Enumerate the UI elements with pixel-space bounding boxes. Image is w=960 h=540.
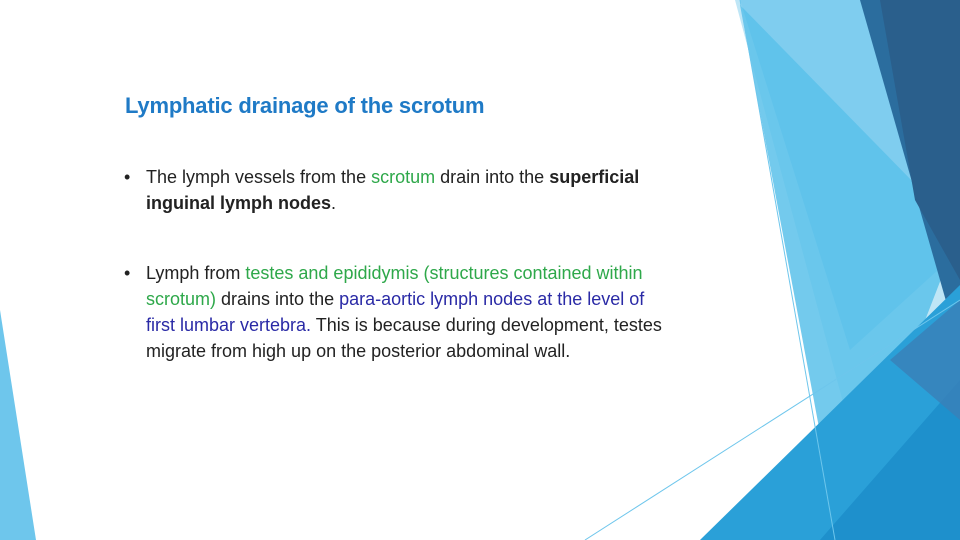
slide-title: Lymphatic drainage of the scrotum: [125, 93, 485, 118]
left-accent-shape: [0, 310, 36, 540]
text-segment: The lymph vessels from the: [146, 167, 372, 187]
highlight-testes-epididymis: testes and epididymis (structures contained within scrotum): [146, 263, 643, 309]
text-segment: drain into the: [435, 167, 550, 187]
bullet-item: [124, 260, 664, 364]
highlight-scrotum: scrotum: [371, 167, 436, 187]
text-segment: This is because during development, testes migrate from high up on the posterior abdominal wall.: [146, 315, 662, 361]
bullet-marker: •: [124, 167, 131, 187]
bullet-item: [124, 164, 664, 216]
text-segment: .: [331, 193, 337, 213]
text-segment: drains into the: [216, 289, 340, 309]
highlight-para-aortic-nodes: para-aortic lymph nodes at the level of first lumbar vertebra.: [146, 289, 645, 335]
bullet-list: [124, 164, 664, 364]
bold-superficial-nodes: superficial inguinal lymph nodes: [146, 167, 640, 213]
bullet-marker: •: [124, 263, 131, 283]
text-segment: Lymph from: [146, 263, 246, 283]
